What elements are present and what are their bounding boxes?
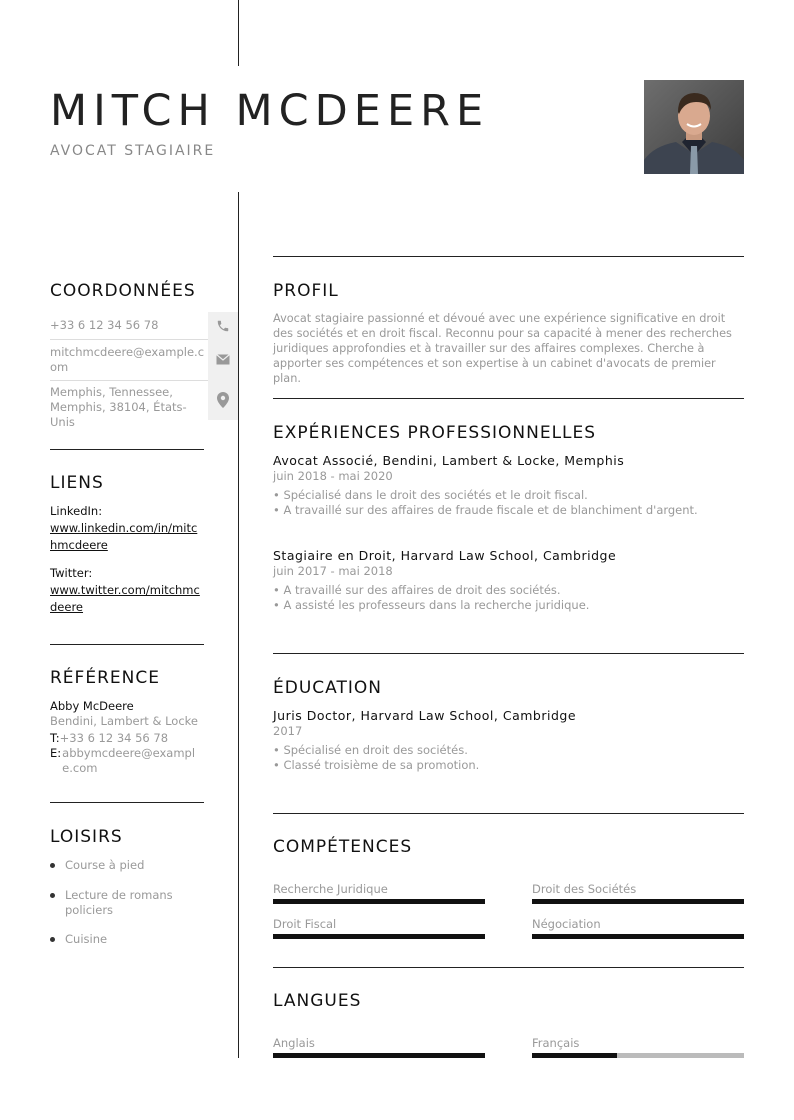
candidate-name: MITCH MCDEERE [50, 86, 490, 136]
contact-email-row [50, 339, 238, 381]
profile-text: Avocat stagiaire passionné et dévoué avec une expérience significative en droit des sociétés et en droit fiscal. Reconnu pour sa capacité à mener des recherches juridiques approfondies et à travailler sur des affaires complexes. Cherche à apporter ses compétences et son expertise à un cabinet d'avocats de premier plan. [273, 312, 732, 385]
contact-email[interactable]: mitchmcdeere@example.com [50, 345, 205, 374]
skill-label: Droit des Sociétés [532, 882, 637, 896]
hobby-item: Course à pied [65, 858, 145, 872]
education-bullet: • Spécialisé en droit des sociétés. [273, 743, 468, 757]
hobby-bullet [50, 937, 55, 942]
reference-block [50, 699, 204, 776]
job-title: Avocat Associé, Bendini, Lambert & Locke, Memphis [273, 453, 625, 468]
reference-email-row [50, 746, 204, 776]
hobby-item: Lecture de romans policiers [65, 888, 173, 917]
profile-photo [644, 80, 744, 174]
education-entry [273, 708, 576, 772]
skill-label: Droit Fiscal [273, 917, 337, 931]
languages-heading: LANGUES [273, 991, 362, 1011]
hobby-bullet [50, 863, 55, 868]
language-label: Français [532, 1036, 580, 1050]
divider-experience [273, 398, 744, 399]
divider-links [50, 644, 204, 645]
job-bullet: • Spécialisé dans le droit des sociétés et le droit fiscal. [273, 488, 588, 502]
profile-heading: PROFIL [273, 281, 339, 301]
contact-address-row [50, 380, 238, 429]
experience-heading: EXPÉRIENCES PROFESSIONNELLES [273, 423, 597, 443]
reference-name: Abby McDeere [50, 699, 134, 713]
link-twitter [50, 565, 204, 616]
skill-label: Négociation [532, 917, 601, 931]
links-heading: LIENS [50, 473, 104, 493]
skill-bar-fill [532, 899, 744, 904]
reference-phone-label: T: [50, 731, 60, 745]
hobby-bullet [50, 893, 55, 898]
education-bullet: • Classé troisième de sa promotion. [273, 757, 480, 772]
hobby-item: Cuisine [65, 932, 108, 946]
reference-phone[interactable]: +33 6 12 34 56 78 [59, 731, 169, 745]
phone-icon [208, 312, 238, 339]
link-linkedin-url[interactable]: www.linkedin.com/in/mitchmcdeere [50, 521, 198, 552]
job-bullet: • A travaillé sur des affaires de droit des sociétés. [273, 583, 561, 597]
language-bar-fill [532, 1053, 617, 1058]
skill-bar-fill [532, 934, 744, 939]
job-entry [273, 453, 698, 517]
skill-bar-fill [273, 934, 485, 939]
divider-languages [273, 967, 744, 968]
reference-email[interactable]: abbymcdeere@example.com [62, 746, 196, 775]
job-bullet: • A travaillé sur des affaires de fraude fiscale et de blanchiment d'argent. [273, 502, 698, 517]
language-label: Anglais [273, 1036, 315, 1050]
job-title: Stagiaire en Droit, Harvard Law School, Cambridge [273, 548, 617, 563]
link-twitter-url[interactable]: www.twitter.com/mitchmcdeere [50, 583, 200, 614]
education-degree: Juris Doctor, Harvard Law School, Cambridge [273, 708, 577, 723]
job-dates: juin 2017 - mai 2018 [273, 564, 393, 578]
job-dates: juin 2018 - mai 2020 [273, 469, 393, 483]
reference-email-label: E: [50, 746, 62, 760]
link-linkedin [50, 503, 204, 554]
education-year: 2017 [273, 724, 303, 738]
reference-company: Bendini, Lambert & Locke [50, 714, 198, 728]
link-twitter-label: Twitter: [50, 566, 93, 580]
hobbies-heading: LOISIRS [50, 827, 123, 847]
link-linkedin-label: LinkedIn: [50, 504, 103, 518]
envelope-icon [208, 339, 238, 380]
job-bullet: • A assisté les professeurs dans la recherche juridique. [273, 597, 590, 612]
contact-address: Memphis, Tennessee, Memphis, 38104, États-Unis [50, 385, 187, 429]
contact-phone[interactable]: +33 6 12 34 56 78 [50, 318, 159, 332]
contact-heading: COORDONNÉES [50, 281, 196, 301]
divider-education [273, 653, 744, 654]
education-heading: ÉDUCATION [273, 678, 382, 698]
divider-profile [273, 256, 744, 257]
divider-contact [50, 449, 204, 450]
map-pin-icon [208, 380, 238, 420]
skills-heading: COMPÉTENCES [273, 837, 413, 857]
reference-phone-row [50, 731, 204, 746]
language-bar-fill [273, 1053, 485, 1058]
vertical-divider-main [238, 192, 239, 1058]
job-entry [273, 548, 616, 612]
candidate-title: AVOCAT STAGIAIRE [50, 143, 216, 159]
divider-skills [273, 813, 744, 814]
skill-label: Recherche Juridique [273, 882, 388, 896]
divider-reference [50, 802, 204, 803]
vertical-divider-top [238, 0, 239, 66]
skill-bar-fill [273, 899, 485, 904]
contact-phone-row [50, 312, 238, 340]
reference-heading: RÉFÉRENCE [50, 668, 160, 688]
